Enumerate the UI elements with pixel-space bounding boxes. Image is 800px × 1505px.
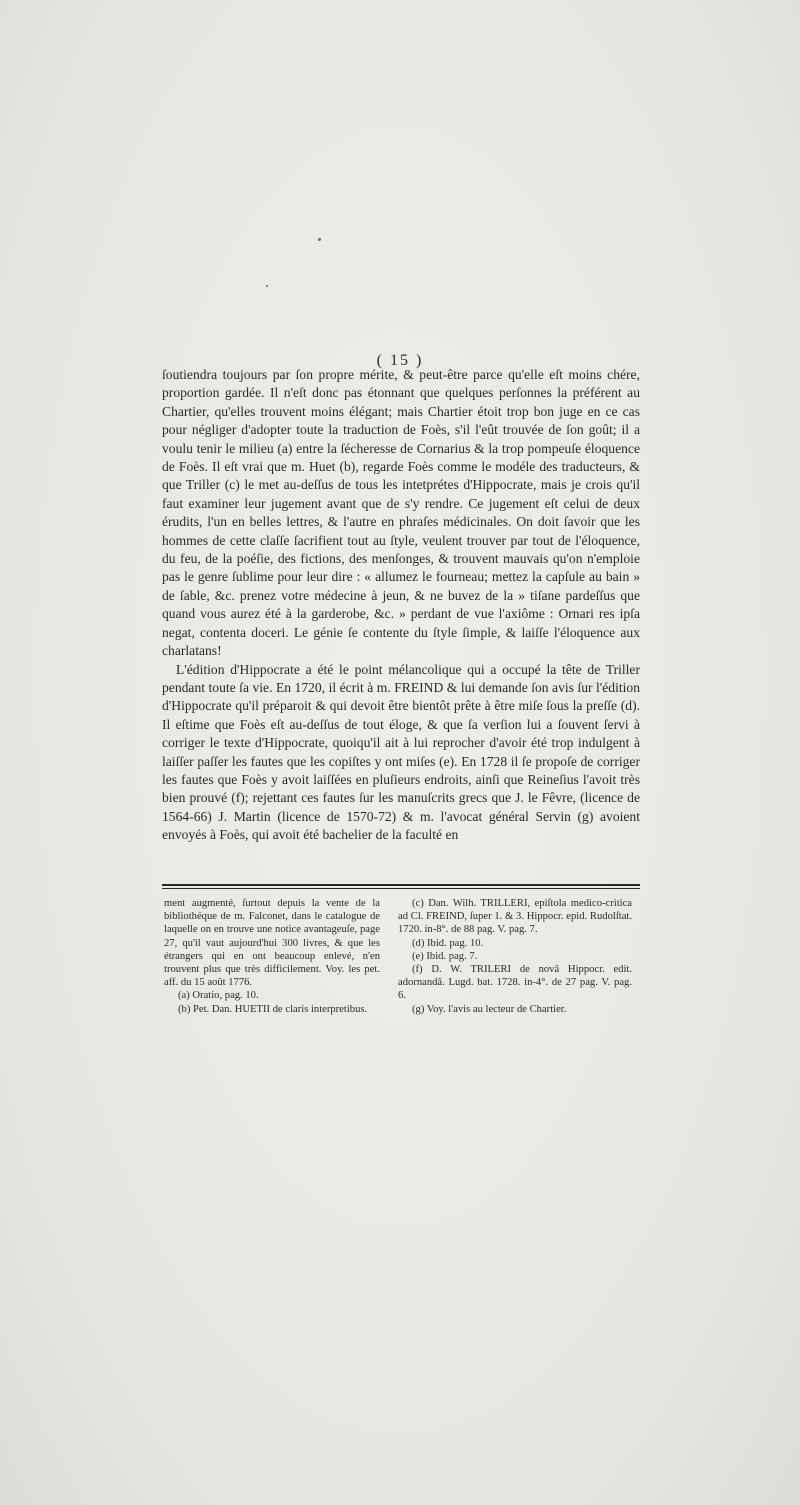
footnote: ment augmenté, ſurtout depuis la vente de la bibliothéque de m. Falconet, dans le catalogue de laquelle on en trouve une notice avantageuſe, page 27, qu'il vaut aujourd'hui 300 livres, & que les étrangers qui en ont beaucoup enlevé, n'en trouvent plus que très difficilement. Voy. les pet. aff. du 15 août 1776. (164, 898, 380, 989)
paper-speck (266, 285, 268, 287)
main-text (162, 366, 640, 845)
footnote: (g) Voy. l'avis au lecteur de Chartier. (412, 1003, 567, 1015)
footnote: (e) Ibid. pag. 7. (412, 950, 478, 962)
footnotes-left-column (164, 897, 380, 1016)
footnotes-right-column (398, 897, 632, 1016)
paragraph: L'édition d'Hippocrate a été le point mélancolique qui a occupé la tête de Triller pendant toute ſa vie. En 1720, il écrit à m. FREIND & lui demande ſon avis ſur l'édition d'Hippocrate qu'il préparoit & qui devoit être bientôt prête à être miſe ſous la preſſe (d). Il eſtime que Foès eſt au-deſſus de tout éloge, & que ſa verſion lui a ſouvent ſervi à corriger le texte d'Hippocrate, quoiqu'il ait à lui reprocher d'avoir été trop indulgent à laiſſer paſſer les fautes que les copiſtes y ont miſes (e). En 1728 il ſe propoſe de corriger les fautes que Foès y avoit laiſſées en pluſieurs endroits, ainſi que Reineſius l'avoit très bien prouvé (f); rejettant ces fautes ſur les manuſcrits grecs que J. le Fêvre, (licence de 1564-66) J. Martin (licence de 1570-72) & m. l'avocat général Servin (g) avoient envoyés à Foès, qui avoit été bachelier de la faculté en (162, 661, 640, 843)
footnote: (a) Oratio, pag. 10. (178, 990, 259, 1002)
footnote: (b) Pet. Dan. HUETII de claris interpretibus. (178, 1003, 368, 1015)
footnote: (c) Dan. Wilh. TRILLERI, epiſtola medico-critica ad Cl. FREIND, ſuper 1. & 3. Hippocr. epid. Rudolſtat. 1720. in-8°. de 88 pag. V. pag. 7. (398, 898, 632, 936)
footnote-rule (162, 884, 640, 886)
footnote: (f) D. W. TRILERI de novâ Hippocr. edit. adornandâ. Lugd. bat. 1728. in-4°. de 27 pag. V. pag. 6. (398, 964, 632, 1002)
footnote-rule-thin (162, 888, 640, 889)
paper-speck (318, 238, 321, 241)
paragraph: ſoutiendra toujours par ſon propre mérite, & peut-être parce qu'elle eſt moins chére, proportion gardée. Il n'eſt donc pas étonnant que quelques perſonnes la préférent au Chartier, qu'elles trouvent moins élégant; mais Chartier étoit trop bon juge en ce cas pour négliger d'adopter toute la traduction de Foès, s'il l'eût trouvée de ſon goût; il a voulu tenir le milieu (a) entre la ſécheresse de Cornarius & la trop pompeuſe éloquence de Foès. Il eſt vrai que m. Huet (b), regarde Foès comme le modéle des traducteurs, & que Triller (c) le met au-deſſus de tous les intetprétes d'Hippocrate, mais je crois qu'il faut examiner leur jugement avant que de s'y rendre. Ce jugement eſt celui de deux érudits, l'un en belles lettres, & l'autre en phraſes médicinales. On doit ſavoir que les hommes de cette claſſe ſacrifient tout au ſtyle, veulent trouver par tout de l'éloquence, du feu, de la poéſie, des fictions, des menſonges, & trouvent mauvais qu'on n'emploie pas le genre ſublime pour leur dire : « allumez le fourneau; mettez la capſule au bain » de ſable, &c. prenez votre médecine à jeun, & ne buvez de la » tiſane pardeſſus que quand vous aurez été à la garderobe, &c. » perdant de vue l'axiôme : Ornari res ipſa negat, contenta doceri. Le génie ſe contente du ſtyle ſimple, & laiſſe l'éloquence aux charlatans! (162, 367, 640, 659)
page-number: ( 15 ) (376, 352, 424, 369)
footnote: (d) Ibid. pag. 10. (412, 937, 484, 949)
